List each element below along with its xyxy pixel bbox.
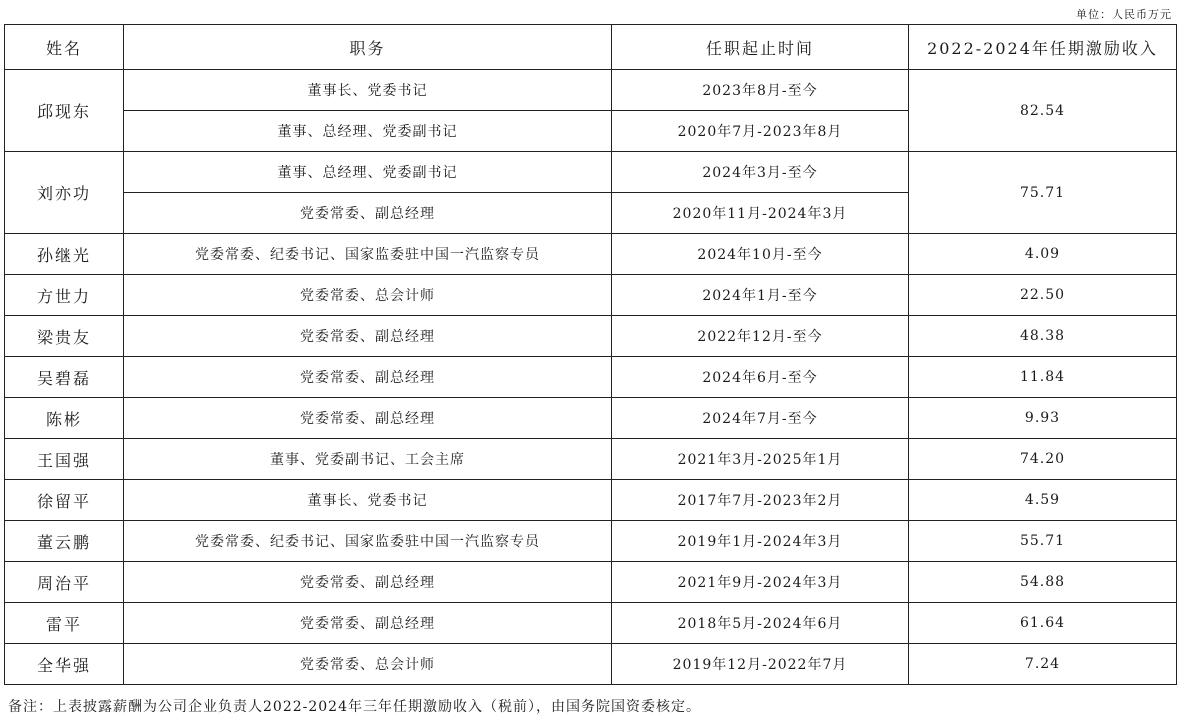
cell-period: 2024年7月-至今 — [612, 398, 909, 439]
table-row — [5, 480, 1177, 521]
footnote: 备注：上表披露薪酬为公司企业负责人2022-2024年三年任期激励收入（税前），由国务院国资委核定。 — [8, 699, 701, 715]
cell-name: 孙继光 — [5, 234, 124, 275]
cell-period: 2020年7月-2023年8月 — [612, 111, 909, 152]
table-row — [5, 275, 1177, 316]
cell-period: 2018年5月-2024年6月 — [612, 603, 909, 644]
cell-title: 党委常委、纪委书记、国家监委驻中国一汽监察专员 — [124, 234, 612, 275]
table-row — [5, 152, 1177, 193]
cell-title: 党委常委、副总经理 — [124, 562, 612, 603]
table-row — [5, 603, 1177, 644]
cell-name: 吴碧磊 — [5, 357, 124, 398]
table-row — [5, 70, 1177, 111]
table-row — [5, 439, 1177, 480]
cell-title: 董事长、党委书记 — [124, 70, 612, 111]
cell-income: 74.20 — [909, 439, 1177, 480]
cell-income: 82.54 — [909, 70, 1177, 152]
cell-period: 2022年12月-至今 — [612, 316, 909, 357]
cell-name: 董云鹏 — [5, 521, 124, 562]
unit-label: 单位：人民币万元 — [1076, 8, 1172, 21]
cell-income: 61.64 — [909, 603, 1177, 644]
cell-title: 董事、党委副书记、工会主席 — [124, 439, 612, 480]
cell-period: 2024年3月-至今 — [612, 152, 909, 193]
cell-period: 2021年9月-2024年3月 — [612, 562, 909, 603]
cell-income: 22.50 — [909, 275, 1177, 316]
table-row — [5, 398, 1177, 439]
cell-name: 方世力 — [5, 275, 124, 316]
cell-title: 董事、总经理、党委副书记 — [124, 152, 612, 193]
header-title: 职务 — [124, 25, 612, 70]
table-row — [5, 316, 1177, 357]
cell-income: 4.59 — [909, 480, 1177, 521]
cell-income: 7.24 — [909, 644, 1177, 685]
header-name: 姓名 — [5, 25, 124, 70]
table-row — [5, 357, 1177, 398]
cell-name: 梁贵友 — [5, 316, 124, 357]
table-header-row — [5, 25, 1177, 70]
cell-income: 11.84 — [909, 357, 1177, 398]
cell-period: 2019年12月-2022年7月 — [612, 644, 909, 685]
cell-period: 2020年11月-2024年3月 — [612, 193, 909, 234]
table-row — [5, 562, 1177, 603]
cell-title: 党委常委、纪委书记、国家监委驻中国一汽监察专员 — [124, 521, 612, 562]
cell-period: 2021年3月-2025年1月 — [612, 439, 909, 480]
cell-income: 75.71 — [909, 152, 1177, 234]
cell-income: 54.88 — [909, 562, 1177, 603]
cell-name: 徐留平 — [5, 480, 124, 521]
table-row — [5, 521, 1177, 562]
cell-period: 2019年1月-2024年3月 — [612, 521, 909, 562]
cell-name: 陈彬 — [5, 398, 124, 439]
cell-name: 雷平 — [5, 603, 124, 644]
cell-income: 4.09 — [909, 234, 1177, 275]
table-row — [5, 234, 1177, 275]
table-row — [5, 644, 1177, 685]
header-income: 2022-2024年任期激励收入 — [909, 25, 1177, 70]
cell-income: 48.38 — [909, 316, 1177, 357]
incentive-income-table — [4, 24, 1177, 685]
cell-title: 董事长、党委书记 — [124, 480, 612, 521]
cell-name: 邱现东 — [5, 70, 124, 152]
cell-income: 9.93 — [909, 398, 1177, 439]
cell-period: 2024年10月-至今 — [612, 234, 909, 275]
header-period: 任职起止时间 — [612, 25, 909, 70]
cell-title: 党委常委、副总经理 — [124, 603, 612, 644]
cell-period: 2024年1月-至今 — [612, 275, 909, 316]
cell-title: 董事、总经理、党委副书记 — [124, 111, 612, 152]
cell-period: 2017年7月-2023年2月 — [612, 480, 909, 521]
cell-title: 党委常委、总会计师 — [124, 644, 612, 685]
cell-name: 全华强 — [5, 644, 124, 685]
cell-period: 2023年8月-至今 — [612, 70, 909, 111]
cell-title: 党委常委、副总经理 — [124, 193, 612, 234]
cell-title: 党委常委、总会计师 — [124, 275, 612, 316]
cell-title: 党委常委、副总经理 — [124, 316, 612, 357]
cell-name: 周治平 — [5, 562, 124, 603]
cell-name: 刘亦功 — [5, 152, 124, 234]
cell-period: 2024年6月-至今 — [612, 357, 909, 398]
cell-income: 55.71 — [909, 521, 1177, 562]
cell-name: 王国强 — [5, 439, 124, 480]
cell-title: 党委常委、副总经理 — [124, 398, 612, 439]
cell-title: 党委常委、副总经理 — [124, 357, 612, 398]
